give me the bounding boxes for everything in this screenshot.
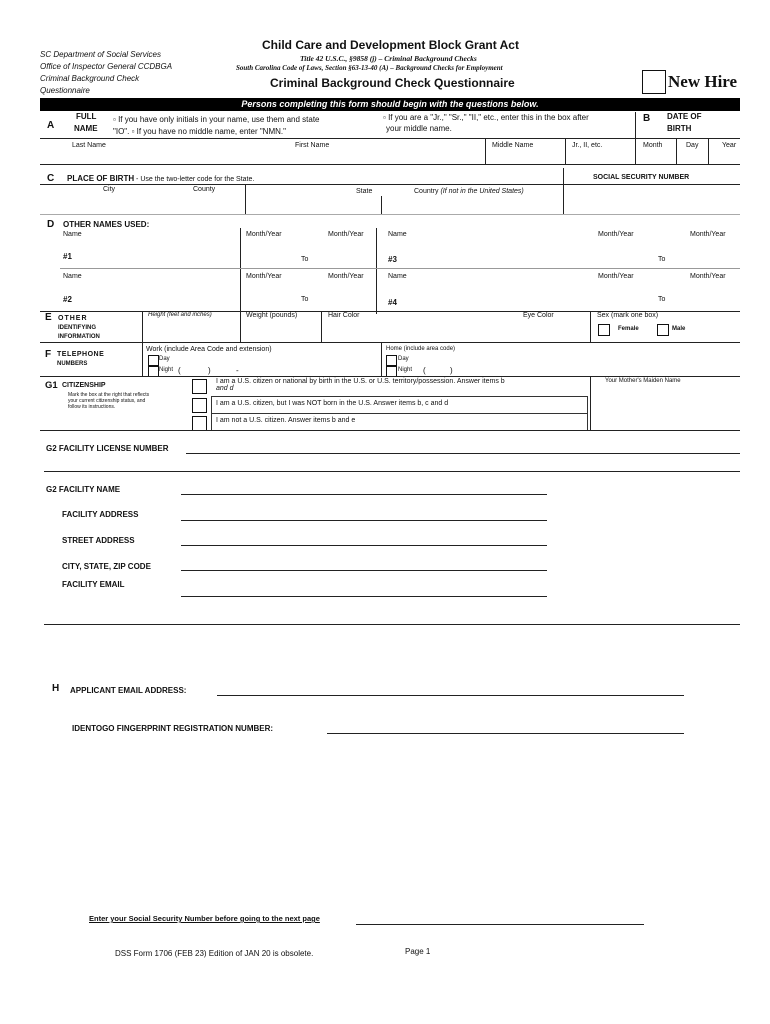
identifying-label: IDENTIFYING	[58, 325, 97, 331]
other-name-3: #3	[388, 255, 397, 264]
facility-email-label: FACILITY EMAIL	[62, 580, 125, 589]
home-paren-close: )	[450, 366, 453, 375]
citizenship-note: Mark the box at the right that reflects your current citizenship status, and follow its instructions.	[68, 392, 150, 410]
d-name-4: Name	[388, 273, 407, 280]
identogo-label: IDENTOGO FINGERPRINT REGISTRATION NUMBER:	[72, 724, 274, 733]
city-state-zip-label: CITY, STATE, ZIP CODE	[62, 562, 151, 571]
page-title: Child Care and Development Block Grant Act	[262, 38, 519, 52]
identogo-input[interactable]	[327, 733, 684, 734]
to-2: To	[301, 296, 309, 303]
city-label: City	[103, 186, 116, 193]
work-paren-close: )	[208, 366, 211, 375]
female-checkbox[interactable]	[598, 324, 610, 336]
citizen-option-3: I am not a U.S. citizen. Answer items b and e	[216, 417, 356, 424]
female-label: Female	[618, 326, 639, 332]
home-paren-open: (	[423, 366, 426, 375]
note-nmn: "IO". ▫ If you have no middle name, enter "NMN."	[113, 127, 286, 136]
citizen-option-1b: and d	[216, 385, 234, 392]
state-label: State	[356, 188, 373, 195]
county-label: County	[193, 186, 216, 193]
dob-year: Year	[722, 142, 737, 149]
applicant-email-label: APPLICANT EMAIL ADDRESS:	[70, 686, 187, 695]
applicant-email-input[interactable]	[217, 695, 684, 696]
facility-license-input[interactable]	[186, 453, 740, 454]
citizen-option-2: I am a U.S. citizen, but I was NOT born in the U.S. Answer items b, c and d	[216, 400, 449, 407]
work-dash: -	[236, 366, 239, 375]
to-1: To	[301, 256, 309, 263]
work-day-label: Day	[159, 356, 170, 362]
work-phone-label: Work (include Area Code and extension)	[146, 346, 272, 353]
ssn-prompt: Enter your Social Security Number before going to the next page	[89, 914, 320, 923]
d-to-4: Month/Year	[690, 273, 726, 280]
country-label: Country (If not in the United States)	[414, 188, 524, 195]
facility-name-label: G2 FACILITY NAME	[46, 485, 121, 494]
last-name-label: Last Name	[72, 142, 106, 149]
first-name-label: First Name	[295, 142, 330, 149]
facility-email-input[interactable]	[181, 596, 547, 597]
place-of-birth-label: PLACE OF BIRTH - Use the two-letter code for the State.	[67, 174, 255, 183]
full-name-input[interactable]	[68, 150, 633, 164]
section-g1-letter: G1	[45, 380, 58, 391]
not-citizen-checkbox[interactable]	[192, 416, 207, 431]
ssn-label: SOCIAL SECURITY NUMBER	[593, 174, 690, 181]
mothers-maiden-name-label: Your Mother's Maiden Name	[605, 378, 681, 384]
section-h-letter: H	[52, 683, 60, 694]
eye-label: Eye Color	[523, 312, 554, 319]
facility-address-input[interactable]	[181, 520, 547, 521]
street-address-label: STREET ADDRESS	[62, 536, 135, 545]
height-label: Height (feet and inches)	[148, 312, 212, 318]
other-names-label: OTHER NAMES USED:	[63, 220, 150, 229]
citizen-option-2-box[interactable]	[211, 396, 588, 414]
new-hire-label: New Hire	[668, 72, 738, 91]
citation-2: South Carolina Code of Laws, Section §63-13-40 (A) – Background Checks for Employment	[236, 64, 503, 72]
to-3: To	[658, 256, 666, 263]
d-from-2: Month/Year	[246, 273, 282, 280]
city-state-zip-input[interactable]	[181, 570, 547, 571]
information-label: INFORMATION	[58, 334, 100, 340]
male-label: Male	[672, 326, 686, 332]
d-to-3: Month/Year	[690, 231, 726, 238]
d-from-4: Month/Year	[598, 273, 634, 280]
middle-name-label: Middle Name	[492, 142, 534, 149]
note-suffix-2: your middle name.	[386, 124, 452, 133]
home-night-label: Night	[398, 367, 413, 373]
weight-label: Weight (pounds)	[246, 312, 298, 319]
d-name-2: Name	[63, 273, 82, 280]
citizen-not-born-checkbox[interactable]	[192, 398, 207, 413]
note-suffix: ▫ If you are a "Jr.," "Sr.," "II," etc., enter this in the box after	[383, 113, 589, 122]
d-name-3: Name	[388, 231, 407, 238]
d-to-2: Month/Year	[328, 273, 364, 280]
numbers-label: NUMBERS	[57, 361, 88, 367]
street-address-input[interactable]	[181, 545, 547, 546]
home-day-label: Day	[398, 356, 409, 362]
new-hire-checkbox[interactable]	[642, 70, 666, 94]
name-label: NAME	[74, 124, 98, 133]
page-number: Page 1	[405, 947, 431, 956]
dob-label-2: BIRTH	[667, 124, 692, 133]
work-night-label: Night	[159, 367, 174, 373]
facility-address-label: FACILITY ADDRESS	[62, 510, 139, 519]
citizenship-label: CITIZENSHIP	[62, 382, 106, 389]
d-to-1: Month/Year	[328, 231, 364, 238]
work-paren-open: (	[178, 366, 181, 375]
citizen-option-3-box[interactable]	[211, 413, 588, 431]
to-4: To	[658, 296, 666, 303]
section-e-letter: E	[45, 312, 52, 323]
note-initials: ▫ If you have only initials in your name, use them and state	[113, 115, 320, 124]
section-d-letter: D	[47, 219, 55, 230]
form-title: Criminal Background Check Questionnaire	[270, 76, 515, 90]
other-name-2: #2	[63, 295, 72, 304]
dob-month: Month	[643, 142, 663, 149]
agency-line-1: SC Department of Social Services	[40, 50, 161, 59]
facility-name-input[interactable]	[181, 494, 547, 495]
section-b-letter: B	[643, 113, 651, 124]
telephone-label: TELEPHONE	[57, 351, 105, 358]
sex-label: Sex (mark one box)	[597, 312, 659, 319]
banner-text: Persons completing this form should begin with the questions below.	[241, 99, 539, 109]
facility-license-label: G2 FACILITY LICENSE NUMBER	[46, 444, 169, 453]
other-label: OTHER	[58, 315, 88, 322]
d-from-1: Month/Year	[246, 231, 282, 238]
dob-day: Day	[686, 142, 699, 149]
home-phone-label: Home (include area code)	[386, 346, 456, 352]
d-from-3: Month/Year	[598, 231, 634, 238]
hair-label: Hair Color	[328, 312, 360, 319]
agency-line-3: Criminal Background Check	[40, 74, 140, 83]
citation-1: Title 42 U.S.C., §9858 (j) – Criminal Background Checks	[300, 54, 477, 63]
form-number: DSS Form 1706 (FEB 23) Edition of JAN 20 is obsolete.	[115, 949, 314, 958]
suffix-label: Jr., II, etc.	[572, 142, 603, 149]
d-name-1: Name	[63, 231, 82, 238]
other-name-4: #4	[388, 298, 397, 307]
section-a-letter: A	[47, 120, 55, 131]
section-f-letter: F	[45, 349, 52, 360]
citizen-option-1: I am a U.S. citizen or national by birth in the U.S. or U.S. territory/possession. Answer items b	[216, 378, 505, 385]
section-c-letter: C	[47, 173, 55, 184]
footer-ssn-input[interactable]	[356, 924, 644, 925]
citizen-by-birth-checkbox[interactable]	[192, 379, 207, 394]
work-day-checkbox[interactable]	[148, 355, 159, 366]
other-name-1: #1	[63, 252, 72, 261]
full-label: FULL	[76, 112, 97, 121]
dob-label: DATE OF	[667, 112, 702, 121]
home-day-checkbox[interactable]	[386, 355, 397, 366]
male-checkbox[interactable]	[657, 324, 669, 336]
instructions-banner	[40, 98, 740, 111]
agency-line-2: Office of Inspector General CCDBGA	[40, 62, 173, 71]
agency-line-4: Questionnaire	[40, 86, 90, 95]
